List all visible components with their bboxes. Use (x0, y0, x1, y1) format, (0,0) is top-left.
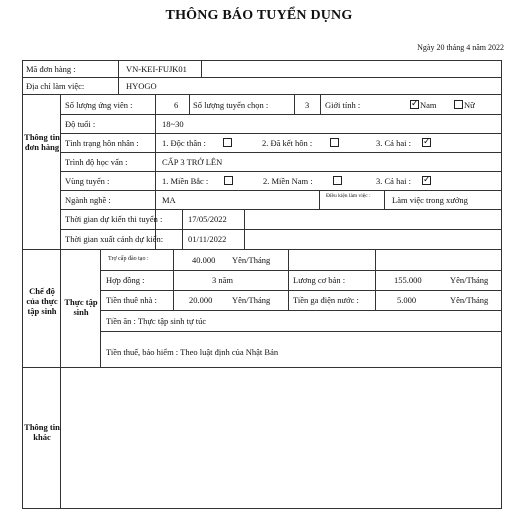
col-divider (173, 249, 174, 310)
gender-female-checkbox[interactable] (454, 100, 463, 109)
row-divider (60, 133, 502, 134)
region-label: Vùng tuyển : (65, 176, 110, 186)
row-divider (60, 114, 502, 115)
work-address-value: HYOGO (126, 81, 157, 91)
rent-label: Tiền thuê nhà : (106, 295, 157, 305)
work-address-label: Địa chỉ làm việc: (26, 81, 85, 91)
basic-salary-amount: 155.000 (394, 275, 422, 285)
region-option-north: 1. Miền Bắc : (162, 176, 209, 186)
order-code-value: VN-KEI-FUJK01 (126, 64, 187, 74)
contract-value: 3 năm (212, 275, 234, 285)
rent-unit: Yên/Tháng (232, 295, 271, 305)
selected-value: 3 (305, 100, 310, 110)
utilities-label: Tiền ga điện nước : (293, 295, 359, 305)
region-south-checkbox[interactable] (333, 176, 342, 185)
marital-option-married: 2. Đã kết hôn : (262, 138, 313, 148)
marital-married-checkbox[interactable] (330, 138, 339, 147)
utilities-amount: 5.000 (397, 295, 417, 305)
col-divider (320, 94, 321, 114)
applicants-label: Số lượng ứng viên : (65, 100, 133, 110)
col-divider (100, 249, 101, 367)
col-divider (294, 94, 295, 114)
col-divider (288, 249, 289, 310)
border-right (501, 60, 502, 509)
marital-option-both: 3. Cả hai : (376, 138, 411, 148)
training-allowance-label: Trợ cấp đào tạo : (108, 256, 149, 262)
gender-male-label: Nam (420, 100, 437, 110)
region-option-south: 2. Miền Nam : (263, 176, 313, 186)
intern-subsection-title: Thực tập sinh (64, 297, 98, 317)
industry-value: MA (162, 195, 176, 205)
col-divider (155, 94, 156, 249)
region-north-checkbox[interactable] (224, 176, 233, 185)
row-divider (100, 310, 502, 311)
col-divider (384, 190, 385, 209)
training-allowance-unit: Yên/Tháng (232, 255, 271, 265)
col-divider (319, 190, 320, 209)
order-info-section-title: Thông tin đơn hàng (24, 132, 60, 152)
section-divider (22, 367, 502, 368)
work-conditions-value: Làm việc trong xưởng (392, 195, 468, 205)
basic-salary-label: Lương cơ bản : (293, 275, 346, 285)
food-cost-text: Tiền ăn : Thực tập sinh tự túc (106, 316, 207, 326)
order-code-label: Mã đơn hàng : (26, 64, 76, 74)
row-divider (60, 171, 502, 172)
row-divider (60, 190, 502, 191)
col-divider (375, 249, 376, 310)
work-conditions-label: Điều kiện làm việc : (326, 193, 371, 199)
tax-insurance-text: Tiền thuế, bảo hiểm : Theo luật định của Nhật Bản (106, 347, 279, 357)
selected-label: Số lượng tuyển chọn : (193, 100, 269, 110)
age-value: 18~30 (162, 119, 184, 129)
row-divider (100, 331, 502, 332)
border-left (22, 60, 23, 509)
utilities-unit: Yên/Tháng (450, 295, 489, 305)
intern-policy-section-title: Chế độ của thực tập sinh (26, 286, 58, 316)
departure-date-label: Thời gian xuất cảnh dự kiến: (65, 234, 164, 244)
marital-option-single: 1. Độc thân : (162, 138, 206, 148)
region-both-checkbox[interactable]: ✓ (423, 175, 431, 185)
gender-female-label: Nữ (464, 100, 475, 110)
col-divider (182, 209, 183, 249)
gender-male-checkbox[interactable]: ✓ (411, 99, 419, 109)
col-divider (201, 60, 202, 77)
row-divider (22, 94, 502, 95)
age-label: Độ tuổi : (65, 119, 96, 129)
gender-label: Giới tính : (325, 100, 361, 110)
document-date: Ngày 20 tháng 4 năm 2022 (417, 43, 504, 52)
section-col-divider (60, 94, 61, 509)
row-divider (60, 152, 502, 153)
row-divider (60, 229, 502, 230)
rent-amount: 20.000 (189, 295, 213, 305)
contract-label: Hợp đồng : (106, 275, 145, 285)
region-option-both: 3. Cả hai : (376, 176, 411, 186)
exam-date-value: 17/05/2022 (188, 214, 227, 224)
border-bottom (22, 508, 502, 509)
education-value: CẤP 3 TRỞ LÊN (162, 157, 223, 167)
section-divider (22, 249, 502, 250)
col-divider (118, 60, 119, 94)
row-divider (22, 77, 502, 78)
marital-label: Tình trạng hôn nhân : (65, 138, 139, 148)
industry-label: Ngành nghề : (65, 195, 111, 205)
applicants-value: 6 (174, 100, 179, 110)
departure-date-value: 01/11/2022 (188, 234, 227, 244)
training-allowance-amount: 40.000 (192, 255, 216, 265)
basic-salary-unit: Yên/Tháng (450, 275, 489, 285)
exam-date-label: Thời gian dự kiến thi tuyển : (65, 214, 163, 224)
recruitment-form (22, 60, 502, 509)
page-title: THÔNG BÁO TUYỂN DỤNG (165, 8, 353, 23)
border-top (22, 60, 502, 61)
col-divider (244, 209, 245, 249)
education-label: Trình độ học vấn : (65, 157, 128, 167)
col-divider (189, 94, 190, 114)
row-divider (100, 290, 502, 291)
marital-single-checkbox[interactable] (223, 138, 232, 147)
other-info-section-title: Thông tin khác (24, 422, 60, 442)
row-divider (60, 209, 502, 210)
marital-both-checkbox[interactable]: ✓ (423, 137, 431, 147)
row-divider (100, 270, 502, 271)
